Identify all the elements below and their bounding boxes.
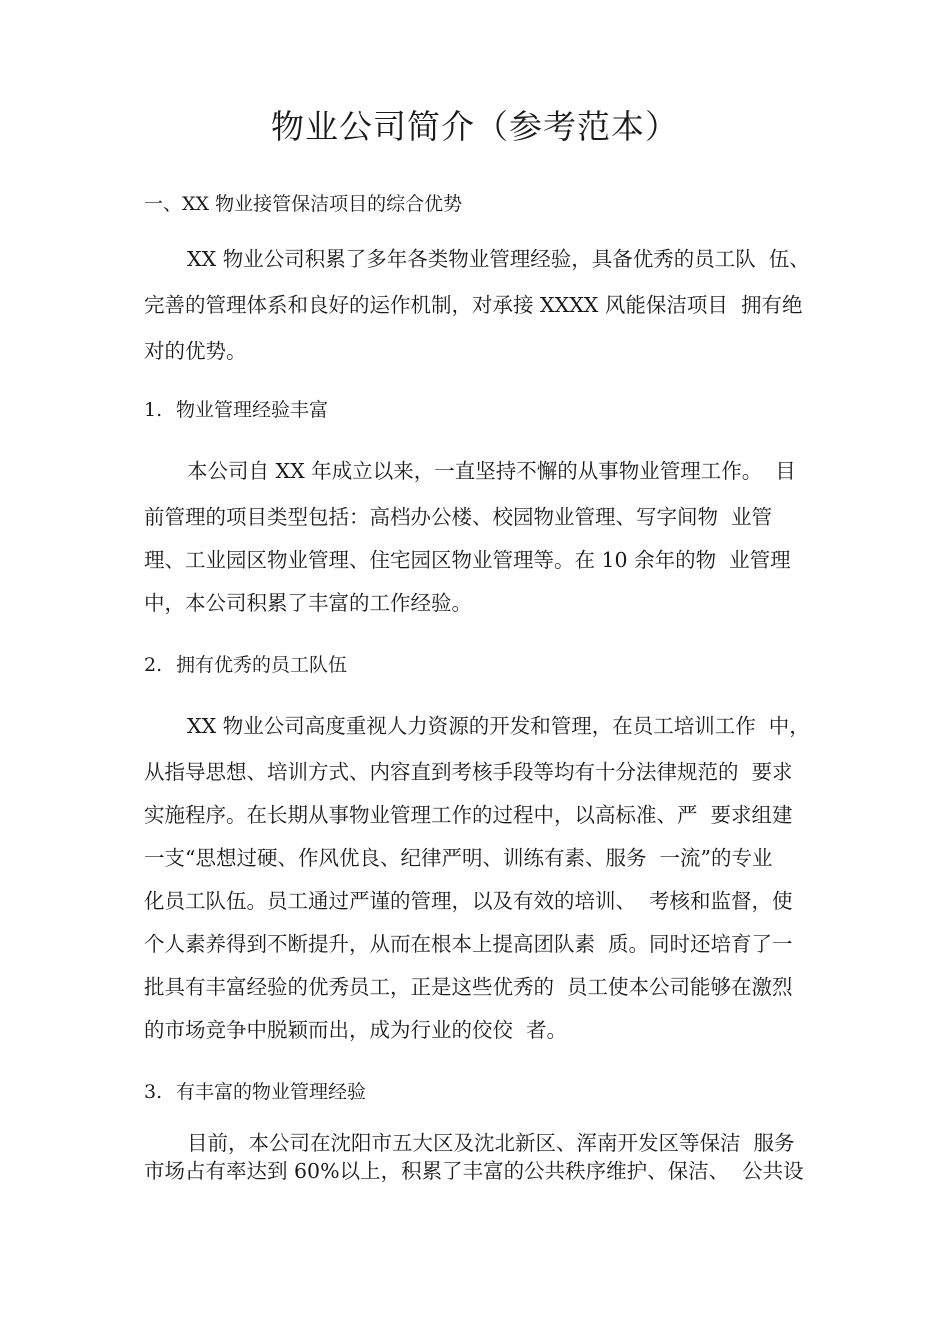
point-1-title: 物业管理经验丰富 xyxy=(176,399,329,421)
point-1-line-1: 本公司自 XX 年成立以来，一直坚持不懈的从事物业管理工作。 目 xyxy=(187,459,796,483)
point-2-number: 2. xyxy=(144,654,163,676)
point-2-title: 拥有优秀的员工队伍 xyxy=(176,654,348,676)
point-3-line-2: 市场占有率达到 60%以上，积累了丰富的公共秩序维护、保洁、 公共设 xyxy=(144,1159,804,1183)
point-2-line-7: 批具有丰富经验的优秀员工，正是这些优秀的 员工使本公司能够在激烈 xyxy=(144,975,793,999)
section-heading: 一、XX 物业接管保洁项目的综合优势 xyxy=(144,193,463,215)
point-2-line-1: XX 物业公司高度重视人力资源的开发和管理，在员工培训工作 中， xyxy=(187,714,810,738)
point-1-line-2: 前管理的项目类型包括：高档办公楼、校园物业管理、写字间物 业管 xyxy=(144,505,773,529)
point-2-heading xyxy=(144,650,347,680)
point-3-heading xyxy=(144,1077,366,1107)
intro-line-2: 完善的管理体系和良好的运作机制，对承接 XXXX 风能保洁项目 拥有绝 xyxy=(144,293,803,317)
point-1-number: 1. xyxy=(144,399,163,421)
point-3-title: 有丰富的物业管理经验 xyxy=(176,1081,367,1103)
point-2-line-3: 实施程序。在长期从事物业管理工作的过程中，以高标准、严 要求组建 xyxy=(144,803,793,827)
point-3-number: 3. xyxy=(144,1081,163,1103)
point-1-heading xyxy=(144,395,328,425)
point-3-line-1: 目前，本公司在沈阳市五大区及沈北新区、浑南开发区等保洁 服务 xyxy=(187,1131,795,1155)
intro-line-1: XX 物业公司积累了多年各类物业管理经验，具备优秀的员工队 伍、 xyxy=(187,247,810,271)
point-2-line-2: 从指导思想、培训方式、内容直到考核手段等均有十分法律规范的 要求 xyxy=(144,760,793,784)
point-2-line-6: 个人素养得到不断提升，从而在根本上提高团队素 质。同时还培育了一 xyxy=(144,932,793,956)
point-2-line-4: 一支“思想过硬、作风优良、纪律严明、训练有素、服务 一流”的专业 xyxy=(144,846,773,870)
intro-line-3: 对的优势。 xyxy=(144,339,247,363)
point-1-line-3: 理、工业园区物业管理、住宅园区物业管理等。在 10 余年的物 业管理 xyxy=(144,548,791,572)
point-2-line-8: 的市场竞争中脱颖而出，成为行业的佼佼 者。 xyxy=(144,1018,568,1042)
document-title: 物业公司简介（参考范本） xyxy=(271,107,679,146)
point-2-line-5: 化员工队伍。员工通过严谨的管理，以及有效的培训、 考核和监督，使 xyxy=(144,889,793,913)
point-1-line-4: 中，本公司积累了丰富的工作经验。 xyxy=(144,591,472,615)
